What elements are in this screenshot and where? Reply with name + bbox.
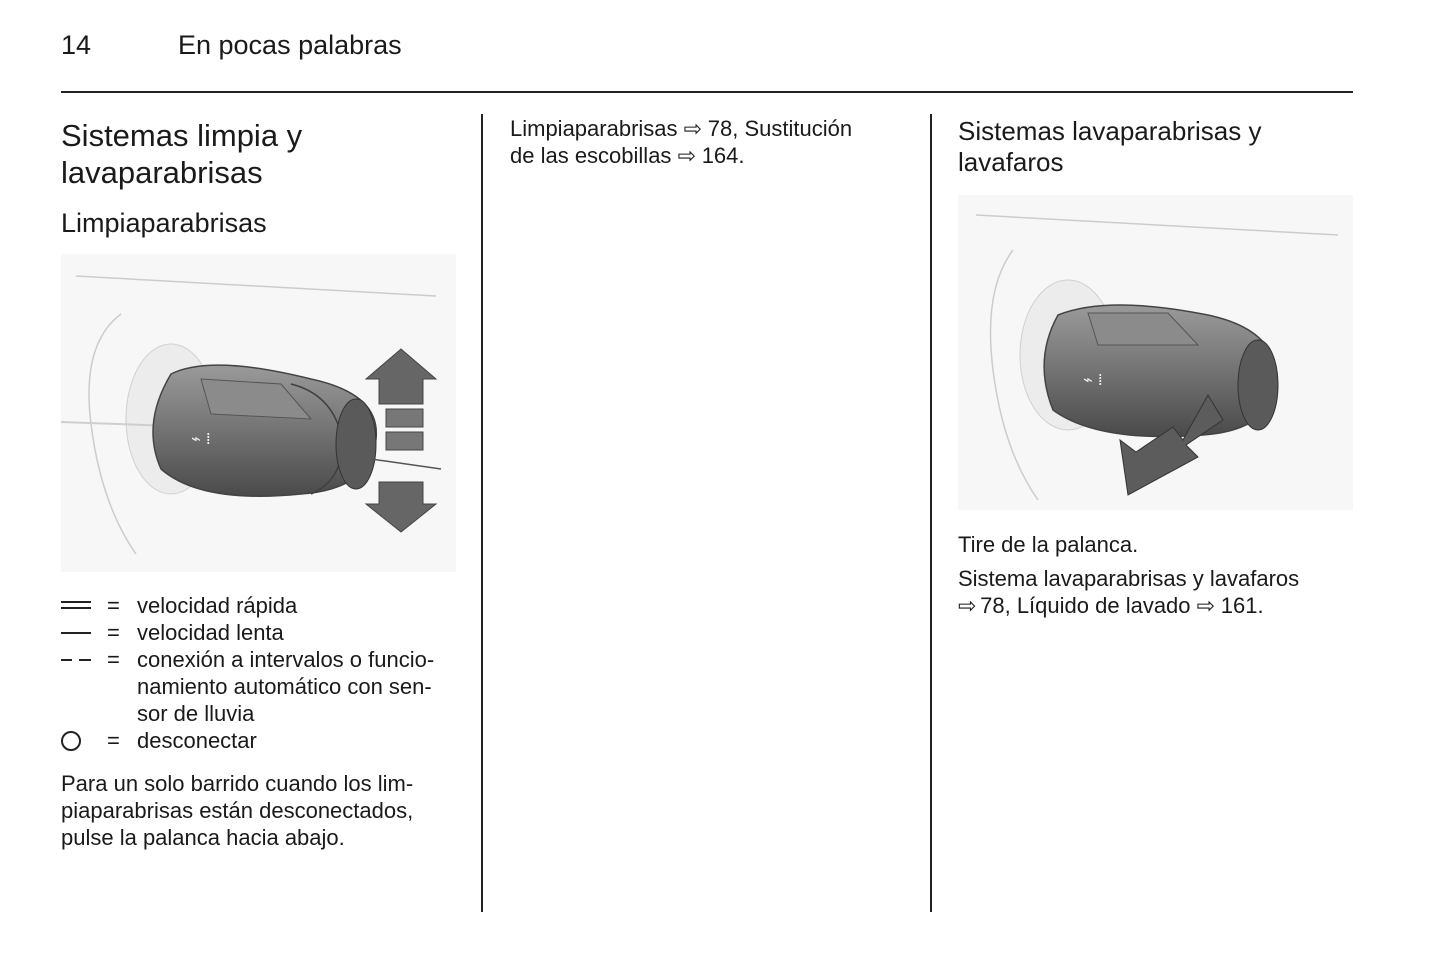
reference-line-1: Sistema lavaparabrisas y lavafaros <box>958 566 1300 591</box>
paragraph-line: Para un solo barrido cuando los lim- <box>61 771 414 796</box>
section-title-line2: lavafaros <box>958 147 1064 177</box>
legend-row-slow <box>61 619 457 646</box>
legend-equals: = <box>107 620 120 645</box>
legend-text: desconectar <box>137 728 257 753</box>
legend-text <box>137 646 457 727</box>
section-title-line1: Sistemas limpia y <box>61 118 303 153</box>
section-title-line2: lavaparabrisas <box>61 155 263 190</box>
legend-text: velocidad rápida <box>137 593 298 618</box>
column-divider-1 <box>481 114 483 912</box>
wiper-lever-illustration <box>61 254 456 572</box>
legend-equals: = <box>107 593 120 618</box>
reference-line-2 <box>958 592 1264 619</box>
page-ref-arrow-icon: ⇨ <box>958 593 977 618</box>
page-reference-link[interactable]: 164. <box>701 143 745 168</box>
column-divider-2 <box>930 114 932 912</box>
page-reference-link[interactable]: 78, Líquido de lavado <box>980 593 1191 618</box>
reference-text: Limpiaparabrisas <box>510 116 678 141</box>
subsection-title: Limpiaparabrisas <box>61 208 267 238</box>
svg-text:⌁ ⁞: ⌁ ⁞ <box>191 429 211 448</box>
paragraph-line: piaparabrisas están desconectados, <box>61 798 414 823</box>
running-title: En pocas palabras <box>178 30 402 60</box>
section-title-line1: Sistemas lavaparabrisas y <box>958 116 1262 146</box>
speed-legend <box>61 592 457 754</box>
single-line-icon <box>61 619 107 646</box>
paragraph-line: pulse la palanca hacia abajo. <box>61 825 345 850</box>
legend-row-interval <box>61 646 457 727</box>
legend-text-line: namiento automático con sen- <box>137 674 432 699</box>
legend-text-line: conexión a intervalos o funcio- <box>137 647 435 672</box>
page-number: 14 <box>61 30 92 60</box>
page-ref-arrow-icon: ⇨ <box>1196 593 1216 618</box>
instruction-text: Tire de la palanca. <box>958 532 1139 557</box>
legend-row-off <box>61 727 457 754</box>
circle-icon <box>61 727 107 754</box>
page-reference-link[interactable]: 78, Sustitución <box>707 116 853 141</box>
reference-line-1 <box>510 115 910 142</box>
page-reference-link[interactable]: 161. <box>1220 593 1264 618</box>
reference-line-2 <box>510 142 910 169</box>
svg-text:⌁ ⁞: ⌁ ⁞ <box>1083 370 1103 389</box>
double-line-icon <box>61 592 107 619</box>
legend-row-fast <box>61 592 457 619</box>
washer-lever-illustration <box>958 195 1353 510</box>
single-sweep-paragraph <box>61 770 461 851</box>
header-rule <box>61 91 1353 93</box>
column-2 <box>510 115 910 169</box>
page-ref-arrow-icon: ⇨ <box>677 143 696 168</box>
legend-equals: = <box>107 728 120 753</box>
page-ref-arrow-icon: ⇨ <box>683 116 703 141</box>
dashed-line-icon <box>61 646 107 673</box>
reference-text: de las escobillas <box>510 143 672 168</box>
legend-text: velocidad lenta <box>137 620 284 645</box>
legend-text-line: sor de lluvia <box>137 701 255 726</box>
legend-equals: = <box>107 647 120 672</box>
